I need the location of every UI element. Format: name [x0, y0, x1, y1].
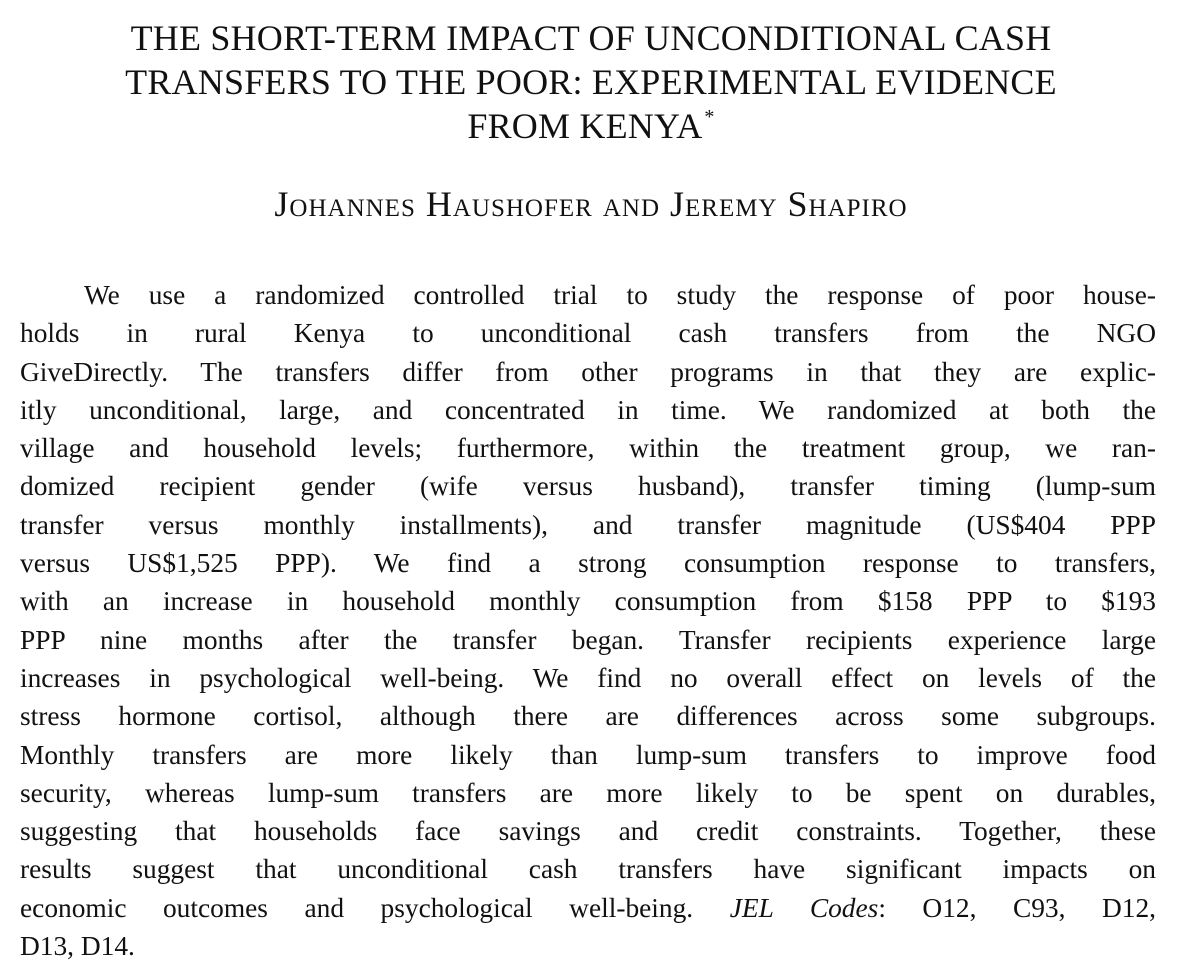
jel-codes-label: JEL Codes [729, 892, 879, 923]
abstract-line: village and household levels; furthermore, within the treatment group, we ran- [20, 433, 1156, 464]
abstract-line: holds in rural Kenya to unconditional cash transfers from the NGO [20, 318, 1156, 349]
abstract-line: domized recipient gender (wife versus husband), transfer timing (lump-sum [20, 471, 1156, 502]
abstract-line: itly unconditional, large, and concentrated in time. We randomized at both the [20, 394, 1156, 425]
title-line [20, 104, 1162, 148]
abstract-line: Monthly transfers are more likely than lump-sum transfers to improve food [20, 739, 1156, 770]
abstract-line: We use a randomized controlled trial to study the response of poor house- [84, 280, 1156, 310]
title-footnote-marker: * [704, 106, 715, 128]
abstract-line-final: D13, D14. [20, 931, 135, 962]
abstract-line: with an increase in household monthly consumption from $158 PPP to $193 [20, 586, 1156, 617]
jel-codes-list: : O12, C93, D12, [878, 892, 1157, 923]
paper-authors: Johannes Haushofer and Jeremy Shapiro [274, 184, 908, 224]
abstract-line: security, whereas lump-sum transfers are more likely to be spent on durables, [20, 777, 1156, 808]
title-line: THE SHORT-TERM IMPACT OF UNCONDITIONAL CASH [130, 18, 1052, 58]
abstract-line: suggesting that households face savings and credit constraints. Together, these [20, 816, 1156, 847]
paper-title [20, 16, 1162, 148]
abstract-line: stress hormone cortisol, although there are differences across some subgroups. [20, 701, 1156, 732]
title-line-text: FROM KENYA [467, 106, 703, 146]
abstract-line: transfer versus monthly installments), and transfer magnitude (US$404 PPP [20, 509, 1156, 540]
abstract-text: economic outcomes and psychological well-being. [20, 892, 730, 923]
abstract-line: GiveDirectly. The transfers differ from other programs in that they are explic- [20, 356, 1156, 387]
abstract-line: PPP nine months after the transfer began. Transfer recipients experience large [20, 624, 1156, 655]
paper-abstract [20, 276, 1156, 965]
abstract-line: versus US$1,525 PPP). We find a strong consumption response to transfers, [20, 548, 1156, 579]
title-line: TRANSFERS TO THE POOR: EXPERIMENTAL EVIDENCE [125, 62, 1057, 102]
abstract-line: increases in psychological well-being. We find no overall effect on levels of the [20, 662, 1156, 693]
abstract-line: results suggest that unconditional cash transfers have significant impacts on [20, 854, 1156, 885]
abstract-line-jel [20, 889, 1156, 927]
